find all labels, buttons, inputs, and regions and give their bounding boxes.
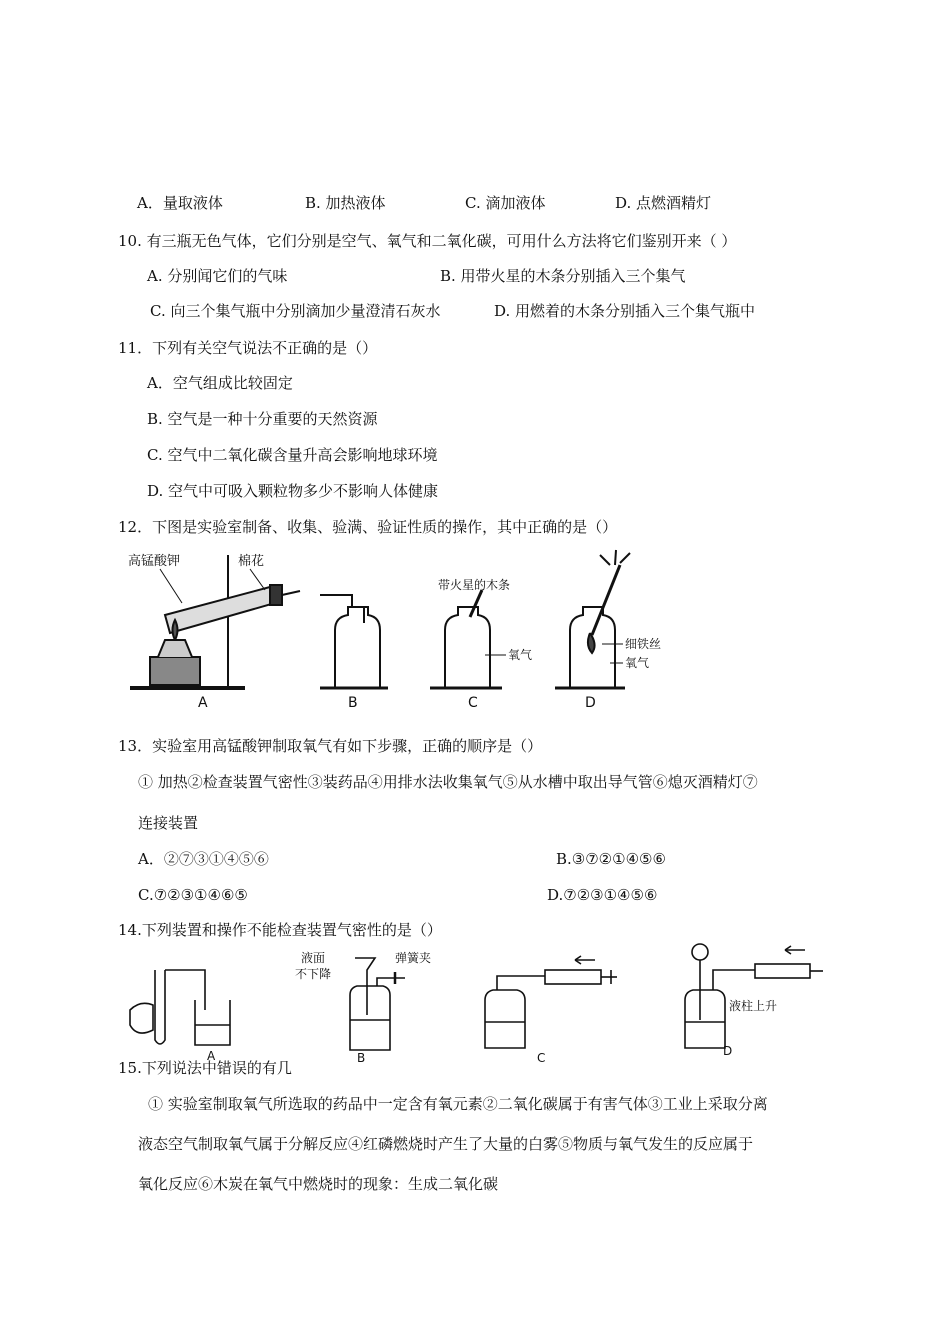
q11-option-a: A．空气组成比较固定 [147,374,293,392]
q12-label-d: D [585,695,596,711]
q12-apparatus-c [430,590,502,688]
q12-label-kmno4: 高锰酸钾 [128,554,181,569]
q10-option-d: D. 用燃着的木条分别插入三个集气瓶中 [494,302,756,320]
q12-figure [120,545,660,715]
q13-steps-line2: 连接装置 [138,814,199,832]
q14-label-b: B [357,1051,366,1065]
q9-option-c: C. 滴加液体 [465,194,546,212]
q14-label-a: A [207,1049,216,1063]
q14-label-d: D [723,1044,733,1058]
q12-label-cotton: 棉花 [238,554,265,569]
q13-option-c: C.⑦②③①④⑥⑤ [138,886,248,904]
q11-stem: 11．下列有关空气说法不正确的是（） [118,339,378,357]
q14-label-clamp: 弹簧夹 [395,951,432,965]
q9-option-d: D. 点燃酒精灯 [615,194,712,212]
q14-stem: 14.下列装置和操作不能检查装置气密性的是（） [118,921,442,939]
q14-label-c: C [537,1051,546,1065]
q14-apparatus-c [485,956,617,1048]
q14-label-rise: 液柱上升 [729,999,778,1013]
q13-option-b: B.③⑦②①④⑤⑥ [556,850,666,868]
q10-option-b: B. 用带火星的木条分别插入三个集气 [440,267,686,285]
q12-stem: 12．下图是实验室制备、收集、验满、验证性质的操作，其中正确的是（） [118,518,618,536]
q10-option-c: C. 向三个集气瓶中分别滴加少量澄清石灰水 [150,302,441,320]
q13-option-a: A．②⑦③①④⑤⑥ [138,850,269,868]
q10-option-a: A. 分别闻它们的气味 [147,267,288,285]
q15-line2: 液态空气制取氧气属于分解反应④红磷燃烧时产生了大量的白雾⑤物质与氧气发生的反应属于 [138,1135,754,1153]
q14-apparatus-b [350,958,405,1050]
q14-figure [125,940,825,1065]
q11-option-b: B. 空气是一种十分重要的天然资源 [147,410,378,428]
q12-label-splint: 带火星的木条 [438,578,511,592]
q12-label-a: A [198,695,208,711]
q11-option-d: D. 空气中可吸入颗粒物多少不影响人体健康 [147,482,439,500]
q13-stem: 13．实验室用高锰酸钾制取氧气有如下步骤，正确的顺序是（） [118,737,543,755]
q9-option-a: A．量取液体 [137,194,223,212]
q12-apparatus-d [555,550,630,688]
q11-option-c: C. 空气中二氧化碳含量升高会影响地球环境 [147,446,438,464]
q14-label-level1: 液面 [301,951,326,965]
q15-stem: 15.下列说法中错误的有几 [118,1059,292,1077]
q14-apparatus-a [130,970,230,1045]
q10-stem: 10. 有三瓶无色气体，它们分别是空气、氧气和二氧化碳，可用什么方法将它们鉴别开来（ ） [118,232,737,250]
q12-label-oxygen-c: 氧气 [508,648,533,662]
q12-label-b: B [348,695,358,711]
q13-option-d: D.⑦②③①④⑤⑥ [547,886,658,904]
q12-label-oxygen-d: 氧气 [625,656,650,670]
q14-label-level2: 不下降 [295,967,332,981]
q9-option-b: B. 加热液体 [305,194,386,212]
q15-line1: ① 实验室制取氧气所选取的药品中一定含有氧元素②二氧化碳属于有害气体③工业上采取分离 [148,1095,768,1113]
q13-steps-line1: ① 加热②检查装置气密性③装药品④用排水法收集氧气⑤从水槽中取出导气管⑥熄灭酒精灯⑦ [138,773,758,791]
q12-apparatus-a [130,555,300,688]
q14-apparatus-d [685,944,823,1048]
q12-label-iron: 细铁丝 [625,637,662,651]
q12-label-c: C [468,695,478,711]
q12-apparatus-b [320,595,388,688]
q15-line3: 氧化反应⑥木炭在氧气中燃烧时的现象：生成二氧化碳 [138,1175,499,1193]
